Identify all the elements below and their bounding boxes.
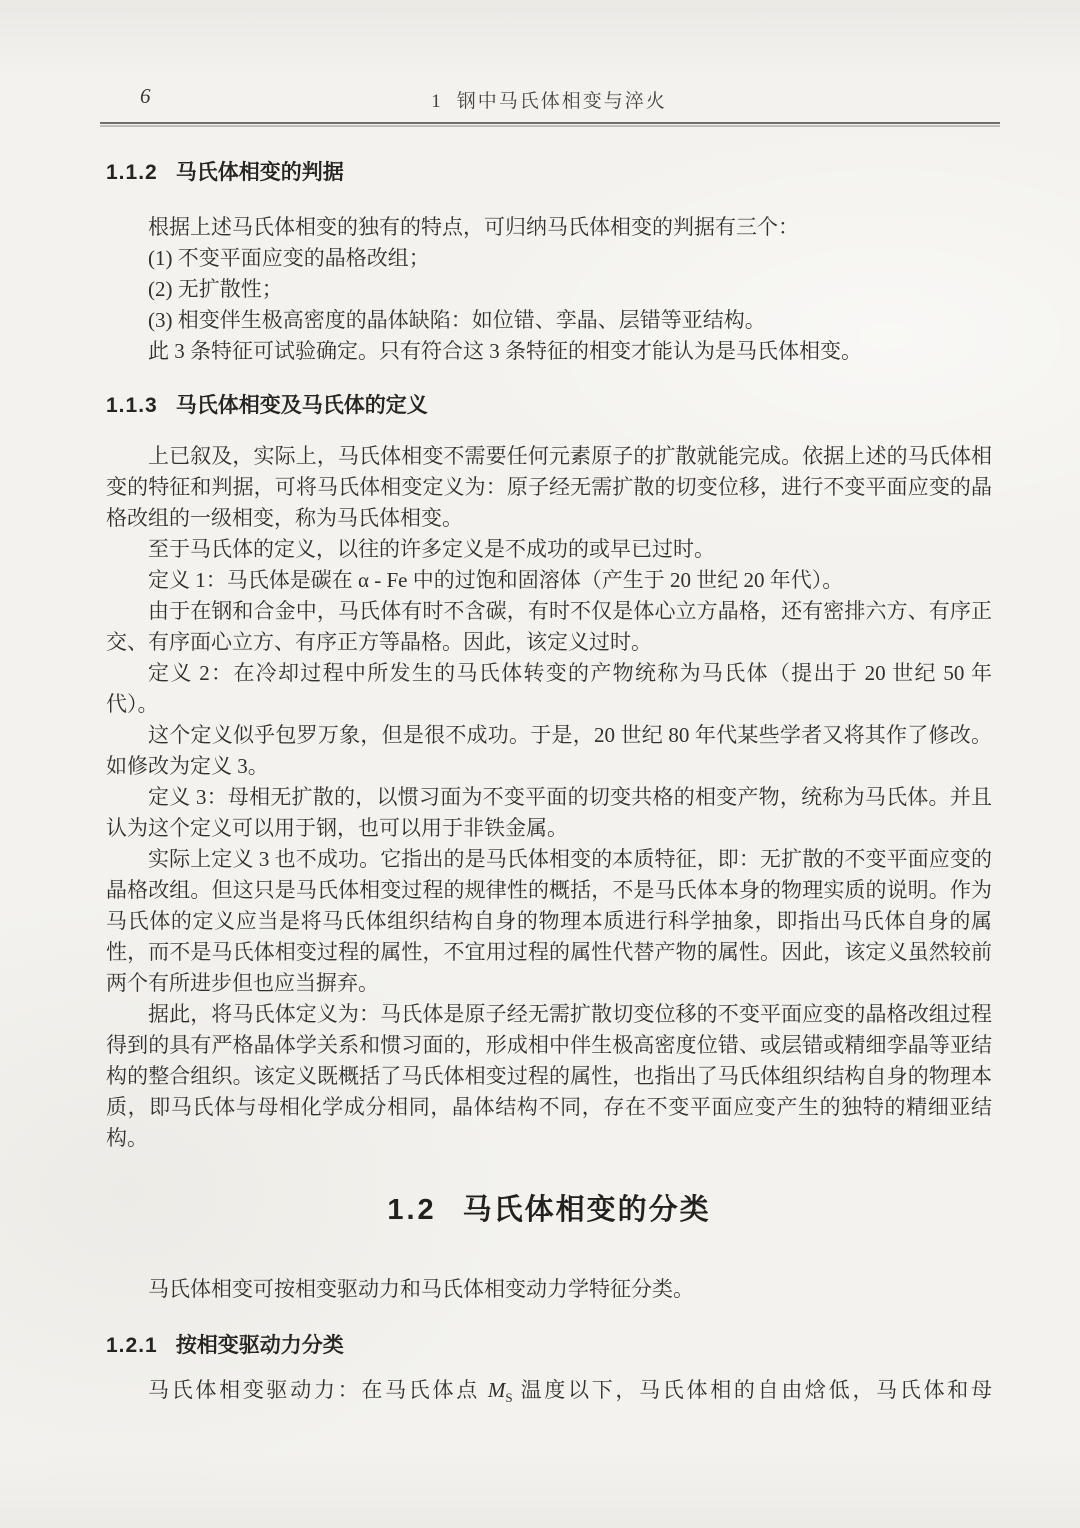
- section-number: 1.1.2: [106, 161, 158, 184]
- text-block: [106, 0, 992, 1413]
- section-title: 马氏体相变的判据: [175, 161, 344, 184]
- driving-force-text-post: 温度以下，马氏体相的自由焓低，马氏体和母: [512, 1378, 993, 1402]
- section-heading-1-2-1: [106, 1331, 992, 1361]
- running-title: [106, 86, 992, 113]
- paragraph-definition-1-note: 由于在钢和合金中，马氏体有时不含碳，有时不仅是体心立方晶格，还有密排六方、有序正交、有序面心立方、有序正方等晶格。因此，该定义过时。: [106, 599, 992, 654]
- page-header: [106, 84, 992, 110]
- section-heading-1-1-3: [106, 391, 992, 421]
- running-chapter-number: 1: [431, 91, 443, 112]
- symbol-M: M: [487, 1378, 506, 1402]
- section-title: 马氏体相变的分类: [462, 1194, 711, 1226]
- section-number: 1.1.3: [106, 394, 158, 417]
- paragraph-new-definition: 据此，将马氏体定义为：马氏体是原子经无需扩散切变位移的不变平面应变的晶格改组过程得到的具有严格晶体学关系和惯习面的，形成相中伴生极高密度位错、或层错或精细孪晶等亚结构的整合组织。该定义既概括了马氏体相变过程的属性，也指出了马氏体组织结构自身的物理本质，即马氏体与母相化学成分相同，晶体结构不同，存在不变平面应变产生的独特的精细亚结构。: [106, 1002, 992, 1150]
- list-item-1: (1) 不变平面应变的晶格改组；: [148, 246, 430, 270]
- symbol-M-subscript: S: [505, 1390, 513, 1406]
- section-heading-1-2: [106, 1190, 992, 1230]
- paragraph-definition-1: 定义 1：马氏体是碳在 α - Fe 中的过饱和固溶体（产生于 20 世纪 20 年代）。: [148, 568, 844, 592]
- section-number: 1.2: [387, 1194, 437, 1226]
- list-item-2: (2) 无扩散性；: [148, 277, 283, 301]
- running-chapter-title: 钢中马氏体相变与淬火: [456, 91, 667, 112]
- page-number: 6: [140, 84, 151, 108]
- paragraph-definition-2-note: 这个定义似乎包罗万象，但是很不成功。于是，20 世纪 80 年代某些学者又将其作了修改。如修改为定义 3。: [106, 723, 992, 778]
- driving-force-text-pre: 马氏体相变驱动力：在马氏体点: [148, 1378, 488, 1402]
- martensite-start-symbol: [487, 1378, 513, 1406]
- paragraph-definition-3-note: 实际上定义 3 也不成功。它指出的是马氏体相变的本质特征，即：无扩散的不变平面应变的晶格改组。但这只是马氏体相变过程的规律性的概括，不是马氏体本身的物理实质的说明。作为马氏体的定义应当是将马氏体组织结构自身的物理本质进行科学抽象，即指出马氏体自身的属性，而不是马氏体相变过程的属性，不宜用过程的属性代替产物的属性。因此，该定义虽然较前两个有所进步但也应当摒弃。: [106, 847, 992, 995]
- section-number: 1.2.1: [106, 1334, 158, 1357]
- header-rule: [100, 122, 1000, 124]
- paragraph-definition-3: 定义 3：母相无扩散的，以惯习面为不变平面的切变共格的相变产物，统称为马氏体。并且认为这个定义可以用于钢，也可以用于非铁金属。: [106, 785, 992, 840]
- paragraph-definition-history: 至于马氏体的定义，以往的许多定义是不成功的或早已过时。: [148, 537, 715, 561]
- section-title: 马氏体相变及马氏体的定义: [175, 394, 428, 417]
- list-item-3: (3) 相变伴生极高密度的晶体缺陷：如位错、孪晶、层错等亚结构。: [148, 308, 766, 332]
- section-title: 按相变驱动力分类: [175, 1334, 344, 1357]
- section-heading-1-1-2: [106, 158, 992, 188]
- paragraph-definition-2: 定义 2：在冷却过程中所发生的马氏体转变的产物统称为马氏体（提出于 20 世纪 50 年代）。: [106, 661, 992, 716]
- paragraph-criteria-intro: 根据上述马氏体相变的独有的特点，可归纳马氏体相变的判据有三个：: [148, 215, 799, 239]
- paragraph-classification-intro: 马氏体相变可按相变驱动力和马氏体相变动力学特征分类。: [148, 1277, 694, 1301]
- paragraph-criteria-end: 此 3 条特征可试验确定。只有符合这 3 条特征的相变才能认为是马氏体相变。: [148, 339, 862, 363]
- paragraph-definition-intro: 上已叙及，实际上，马氏体相变不需要任何元素原子的扩散就能完成。依据上述的马氏体相变的特征和判据，可将马氏体相变定义为：原子经无需扩散的切变位移，进行不变平面应变的晶格改组的一级相变，称为马氏体相变。: [106, 444, 992, 530]
- paragraph-driving-force: [106, 1375, 992, 1413]
